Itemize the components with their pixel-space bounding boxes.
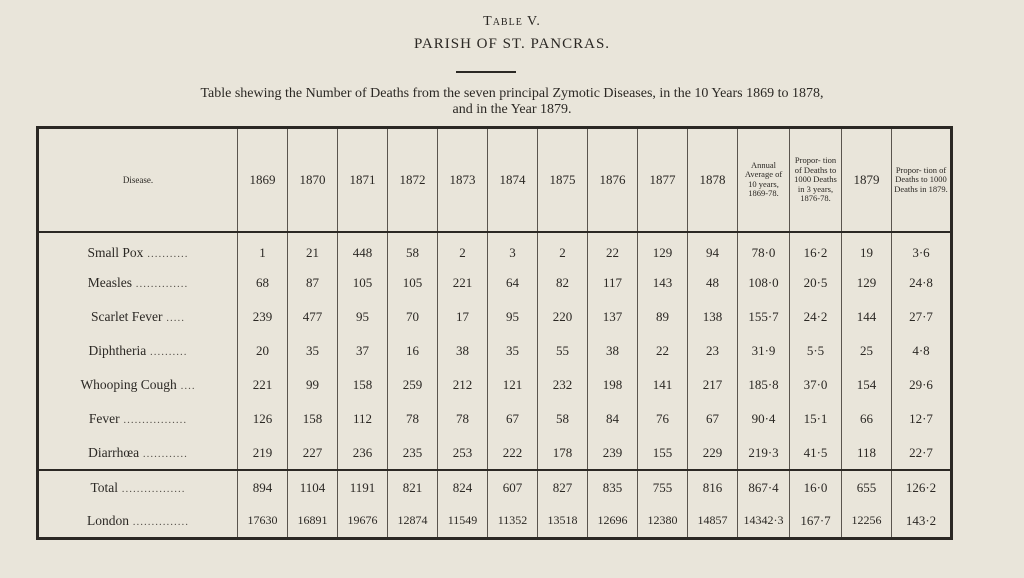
column-header: Propor- tion of Deaths to 1000 Deaths in 1879. bbox=[892, 128, 952, 232]
table-cell: 239 bbox=[588, 436, 638, 470]
leader-dots: ................. bbox=[118, 482, 186, 495]
table-cell: 198 bbox=[588, 368, 638, 402]
table-cell: 126 bbox=[238, 402, 288, 436]
row-label: Scarlet Fever bbox=[90, 308, 163, 324]
table-cell: 220 bbox=[538, 300, 588, 334]
table-cell: 1104 bbox=[288, 470, 338, 504]
table-cell: 22 bbox=[638, 334, 688, 368]
table-cell: 68 bbox=[238, 266, 288, 300]
table-cell: 144 bbox=[842, 300, 892, 334]
table-cell: 3·6 bbox=[892, 232, 952, 266]
table-cell: 12696 bbox=[588, 504, 638, 538]
leader-dots: .... bbox=[176, 379, 196, 392]
table-cell: 66 bbox=[842, 402, 892, 436]
row-label: Diarrhœa bbox=[88, 444, 140, 460]
table-cell: 185·8 bbox=[738, 368, 790, 402]
table-cell: 67 bbox=[488, 402, 538, 436]
table-cell: 155·7 bbox=[738, 300, 790, 334]
column-header: 1873 bbox=[438, 128, 488, 232]
table-cell: 112 bbox=[338, 402, 388, 436]
table-cell: 867·4 bbox=[738, 470, 790, 504]
column-header: 1874 bbox=[488, 128, 538, 232]
row-label: Diphtheria bbox=[88, 342, 147, 358]
table-row bbox=[38, 334, 952, 368]
table-row bbox=[38, 470, 952, 504]
table-cell: 178 bbox=[538, 436, 588, 470]
table-cell: 35 bbox=[488, 334, 538, 368]
table-cell: 16·2 bbox=[790, 232, 842, 266]
caption-line-2: and in the Year 1879. bbox=[452, 102, 572, 117]
table-cell: 105 bbox=[338, 266, 388, 300]
leader-dots: ..... bbox=[162, 311, 186, 324]
table-row bbox=[38, 402, 952, 436]
table-cell: 87 bbox=[288, 266, 338, 300]
table-cell: 137 bbox=[588, 300, 638, 334]
table-cell: 129 bbox=[842, 266, 892, 300]
table-cell: 2 bbox=[538, 232, 588, 266]
table-row bbox=[38, 266, 952, 300]
table-cell: 229 bbox=[688, 436, 738, 470]
table-cell: 20 bbox=[238, 334, 288, 368]
table-cell: 108·0 bbox=[738, 266, 790, 300]
table-row bbox=[38, 300, 952, 334]
table-cell: 1191 bbox=[338, 470, 388, 504]
table-cell: 755 bbox=[638, 470, 688, 504]
table-cell: 95 bbox=[338, 300, 388, 334]
table-cell: 94 bbox=[688, 232, 738, 266]
table-cell: 67 bbox=[688, 402, 738, 436]
table-cell: 99 bbox=[288, 368, 338, 402]
table-cell: 48 bbox=[688, 266, 738, 300]
table-cell: 655 bbox=[842, 470, 892, 504]
table-cell: 129 bbox=[638, 232, 688, 266]
table-cell: 37·0 bbox=[790, 368, 842, 402]
row-label: Measles bbox=[87, 274, 132, 290]
table-cell: 17 bbox=[438, 300, 488, 334]
table-cell: 16·0 bbox=[790, 470, 842, 504]
table-cell: 17630 bbox=[238, 504, 288, 538]
row-label-cell bbox=[38, 368, 238, 402]
table-cell: 84 bbox=[588, 402, 638, 436]
table-cell: 2 bbox=[438, 232, 488, 266]
table-cell: 35 bbox=[288, 334, 338, 368]
table-cell: 5·5 bbox=[790, 334, 842, 368]
column-header: 1877 bbox=[638, 128, 688, 232]
table-row bbox=[38, 504, 952, 538]
table-cell: 64 bbox=[488, 266, 538, 300]
table-body bbox=[38, 232, 952, 539]
table-cell: 236 bbox=[338, 436, 388, 470]
table-cell: 158 bbox=[338, 368, 388, 402]
table-cell: 19 bbox=[842, 232, 892, 266]
table-cell: 821 bbox=[388, 470, 438, 504]
table-caption bbox=[60, 86, 964, 118]
table-cell: 70 bbox=[388, 300, 438, 334]
column-header: Propor- tion of Deaths to 1000 Deaths in 3 years, 1876-78. bbox=[790, 128, 842, 232]
table-cell: 477 bbox=[288, 300, 338, 334]
table-cell: 816 bbox=[688, 470, 738, 504]
table-cell: 55 bbox=[538, 334, 588, 368]
table-cell: 221 bbox=[238, 368, 288, 402]
table-cell: 13518 bbox=[538, 504, 588, 538]
table-cell: 121 bbox=[488, 368, 538, 402]
row-label-cell bbox=[38, 334, 238, 368]
table-cell: 78 bbox=[388, 402, 438, 436]
table-cell: 12874 bbox=[388, 504, 438, 538]
table-cell: 117 bbox=[588, 266, 638, 300]
table-cell: 4·8 bbox=[892, 334, 952, 368]
row-label-cell bbox=[38, 470, 238, 504]
header-row bbox=[38, 128, 952, 232]
table-cell: 158 bbox=[288, 402, 338, 436]
leader-dots: ................. bbox=[119, 414, 188, 427]
table-cell: 3 bbox=[488, 232, 538, 266]
table-cell: 15·1 bbox=[790, 402, 842, 436]
table-cell: 221 bbox=[438, 266, 488, 300]
table-cell: 58 bbox=[388, 232, 438, 266]
table-cell: 20·5 bbox=[790, 266, 842, 300]
column-header: Annual Average of 10 years, 1869-78. bbox=[738, 128, 790, 232]
leader-dots: ............... bbox=[129, 515, 189, 528]
table-row bbox=[38, 368, 952, 402]
table-cell: 138 bbox=[688, 300, 738, 334]
table-cell: 11549 bbox=[438, 504, 488, 538]
table-cell: 22·7 bbox=[892, 436, 952, 470]
table-cell: 607 bbox=[488, 470, 538, 504]
table-cell: 141 bbox=[638, 368, 688, 402]
table-cell: 58 bbox=[538, 402, 588, 436]
table-cell: 25 bbox=[842, 334, 892, 368]
row-label: London bbox=[87, 512, 129, 528]
table-cell: 154 bbox=[842, 368, 892, 402]
row-label-cell bbox=[38, 436, 238, 470]
table-cell: 21 bbox=[288, 232, 338, 266]
table-cell: 82 bbox=[538, 266, 588, 300]
table-cell: 23 bbox=[688, 334, 738, 368]
table-cell: 143·2 bbox=[892, 504, 952, 538]
table-cell: 29·6 bbox=[892, 368, 952, 402]
table-cell: 143 bbox=[638, 266, 688, 300]
table-cell: 38 bbox=[438, 334, 488, 368]
column-header: 1876 bbox=[588, 128, 638, 232]
table-cell: 11352 bbox=[488, 504, 538, 538]
table-cell: 41·5 bbox=[790, 436, 842, 470]
caption-line-1: Table shewing the Number of Deaths from the seven principal Zymotic Diseases, in the 10 Years 1869 to 1878, bbox=[200, 86, 824, 101]
table-cell: 12380 bbox=[638, 504, 688, 538]
table-cell: 105 bbox=[388, 266, 438, 300]
table-cell: 232 bbox=[538, 368, 588, 402]
table-cell: 38 bbox=[588, 334, 638, 368]
table-cell: 89 bbox=[638, 300, 688, 334]
row-label-cell bbox=[38, 504, 238, 538]
column-header: 1870 bbox=[288, 128, 338, 232]
table-cell: 894 bbox=[238, 470, 288, 504]
leader-dots: .......... bbox=[146, 345, 188, 358]
table-cell: 235 bbox=[388, 436, 438, 470]
row-label-cell bbox=[38, 232, 238, 266]
table-cell: 27·7 bbox=[892, 300, 952, 334]
table-cell: 37 bbox=[338, 334, 388, 368]
table-cell: 78·0 bbox=[738, 232, 790, 266]
table-cell: 448 bbox=[338, 232, 388, 266]
table-cell: 212 bbox=[438, 368, 488, 402]
table-row bbox=[38, 232, 952, 266]
table-cell: 824 bbox=[438, 470, 488, 504]
column-header: 1872 bbox=[388, 128, 438, 232]
table-cell: 19676 bbox=[338, 504, 388, 538]
title-rule bbox=[456, 71, 516, 73]
table-cell: 90·4 bbox=[738, 402, 790, 436]
column-header: 1869 bbox=[238, 128, 288, 232]
table-row bbox=[38, 436, 952, 470]
table-cell: 827 bbox=[538, 470, 588, 504]
table-cell: 126·2 bbox=[892, 470, 952, 504]
table-cell: 155 bbox=[638, 436, 688, 470]
table-cell: 12·7 bbox=[892, 402, 952, 436]
table-cell: 167·7 bbox=[790, 504, 842, 538]
row-label: Small Pox bbox=[87, 245, 144, 261]
column-header: 1878 bbox=[688, 128, 738, 232]
table-cell: 12256 bbox=[842, 504, 892, 538]
row-label-cell bbox=[38, 266, 238, 300]
table-cell: 227 bbox=[288, 436, 338, 470]
table-cell: 217 bbox=[688, 368, 738, 402]
table-cell: 219·3 bbox=[738, 436, 790, 470]
deaths-table bbox=[36, 126, 953, 540]
table-cell: 835 bbox=[588, 470, 638, 504]
table-label: Table V. bbox=[483, 14, 541, 29]
column-header: 1871 bbox=[338, 128, 388, 232]
table-cell: 219 bbox=[238, 436, 288, 470]
column-header-disease: Disease. bbox=[38, 128, 238, 232]
table-cell: 222 bbox=[488, 436, 538, 470]
column-header: 1879 bbox=[842, 128, 892, 232]
column-header: 1875 bbox=[538, 128, 588, 232]
table-cell: 78 bbox=[438, 402, 488, 436]
table-cell: 24·2 bbox=[790, 300, 842, 334]
table-cell: 239 bbox=[238, 300, 288, 334]
table-cell: 14857 bbox=[688, 504, 738, 538]
table-cell: 1 bbox=[238, 232, 288, 266]
table-cell: 24·8 bbox=[892, 266, 952, 300]
table-header bbox=[38, 128, 952, 232]
row-label-cell bbox=[38, 300, 238, 334]
parish-title: PARISH OF ST. PANCRAS. bbox=[413, 36, 611, 52]
table-cell: 14342·3 bbox=[738, 504, 790, 538]
row-label: Fever bbox=[88, 411, 120, 427]
row-label-cell bbox=[38, 402, 238, 436]
table-cell: 16 bbox=[388, 334, 438, 368]
table-cell: 31·9 bbox=[738, 334, 790, 368]
row-label: Total bbox=[90, 479, 119, 495]
table-cell: 22 bbox=[588, 232, 638, 266]
table-cell: 95 bbox=[488, 300, 538, 334]
table-cell: 118 bbox=[842, 436, 892, 470]
leader-dots: ........... bbox=[143, 248, 189, 261]
table-cell: 253 bbox=[438, 436, 488, 470]
table-cell: 76 bbox=[638, 402, 688, 436]
table-cell: 16891 bbox=[288, 504, 338, 538]
leader-dots: .............. bbox=[132, 277, 189, 290]
table-cell: 259 bbox=[388, 368, 438, 402]
row-label: Whooping Cough bbox=[80, 376, 177, 392]
leader-dots: ............ bbox=[139, 447, 188, 460]
